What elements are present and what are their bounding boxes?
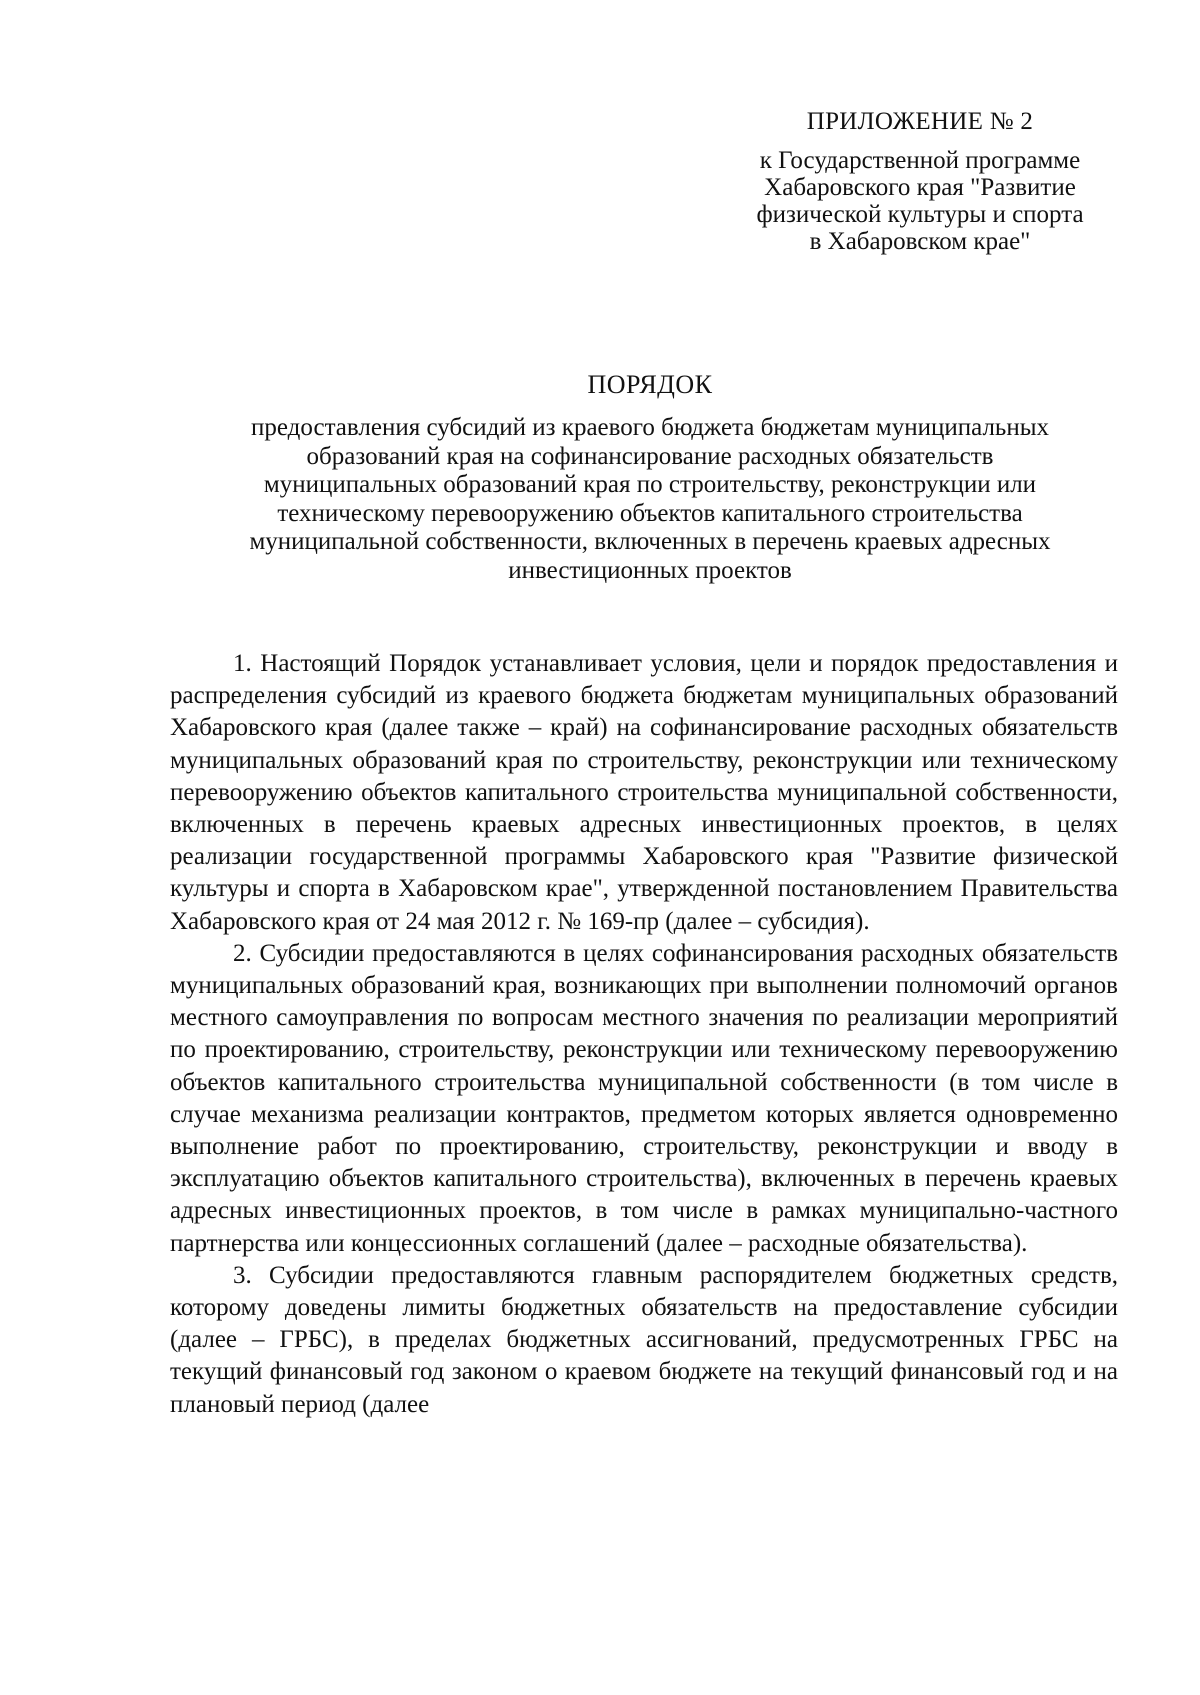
appendix-header [720, 108, 1120, 255]
document-title: ПОРЯДОК [587, 370, 713, 399]
subtitle-line: предоставления субсидий из краевого бюджета бюджетам муниципальных [250, 414, 1049, 441]
appendix-line: к Государственной программе [759, 147, 1081, 174]
subtitle-line: образований края на софинансирование расходных обязательств [306, 442, 994, 470]
document-body [170, 648, 1118, 1421]
appendix-line: физической культуры и спорта [756, 201, 1084, 228]
subtitle-line: техническому перевооружению объектов капитального строительства [277, 499, 1023, 527]
paragraph-1: 1. Настоящий Порядок устанавливает условия, цели и порядок предоставления и распределения субсидий из краевого бюджета бюджетам муниципальных образований Хабаровского края (далее также – край) на софинансирование расходных обязательств муниципальных образований края по строительству, реконструкции или техническому перевооружению объектов капитального строительства муниципальной собственности, включенных в перечень краевых адресных инвестиционных проектов, в целях реализации государственной программы Хабаровского края "Развитие физической культуры и спорта в Хабаровском крае", утвержденной постановлением Правительства Хабаровского края от 24 мая 2012 г. № 169-пр (далее – субсидия). [170, 650, 1118, 935]
document-subtitle [170, 414, 1130, 585]
paragraph-3: 3. Субсидии предоставляются главным распорядителем бюджетных средств, которому доведены лимиты бюджетных обязательств на предоставление субсидии (далее – ГРБС), в пределах бюджетных ассигнований, предусмотренных ГРБС на текущий финансовый год законом о краевом бюджете на текущий финансовый год и на плановый период (далее [170, 1261, 1118, 1418]
subtitle-line: инвестиционных проектов [508, 556, 792, 584]
appendix-line: Хабаровского края "Развитие [764, 174, 1076, 201]
subtitle-line: муниципальных образований края по строительству, реконструкции или [263, 471, 1037, 498]
subtitle-line: муниципальной собственности, включенных в перечень краевых адресных [249, 528, 1051, 555]
appendix-title: ПРИЛОЖЕНИЕ № 2 [806, 108, 1034, 135]
paragraph-2: 2. Субсидии предоставляются в целях софинансирования расходных обязательств муниципальных образований края, возникающих при выполнении полномочий органов местного самоуправления по вопросам местного значения по реализации мероприятий по проектированию, строительству, реконструкции или техническому перевооружению объектов капитального строительства муниципальной собственности (в том числе в случае механизма реализации контрактов, предметом которых является одновременно выполнение работ по проектированию, строительству, реконструкции и вводу в эксплуатацию объектов капитального строительства), включенных в перечень краевых адресных инвестиционных проектов, в том числе в рамках муниципально-частного партнерства или концессионных соглашений (далее – расходные обязательства). [170, 939, 1118, 1257]
appendix-line: в Хабаровском крае" [809, 228, 1031, 255]
